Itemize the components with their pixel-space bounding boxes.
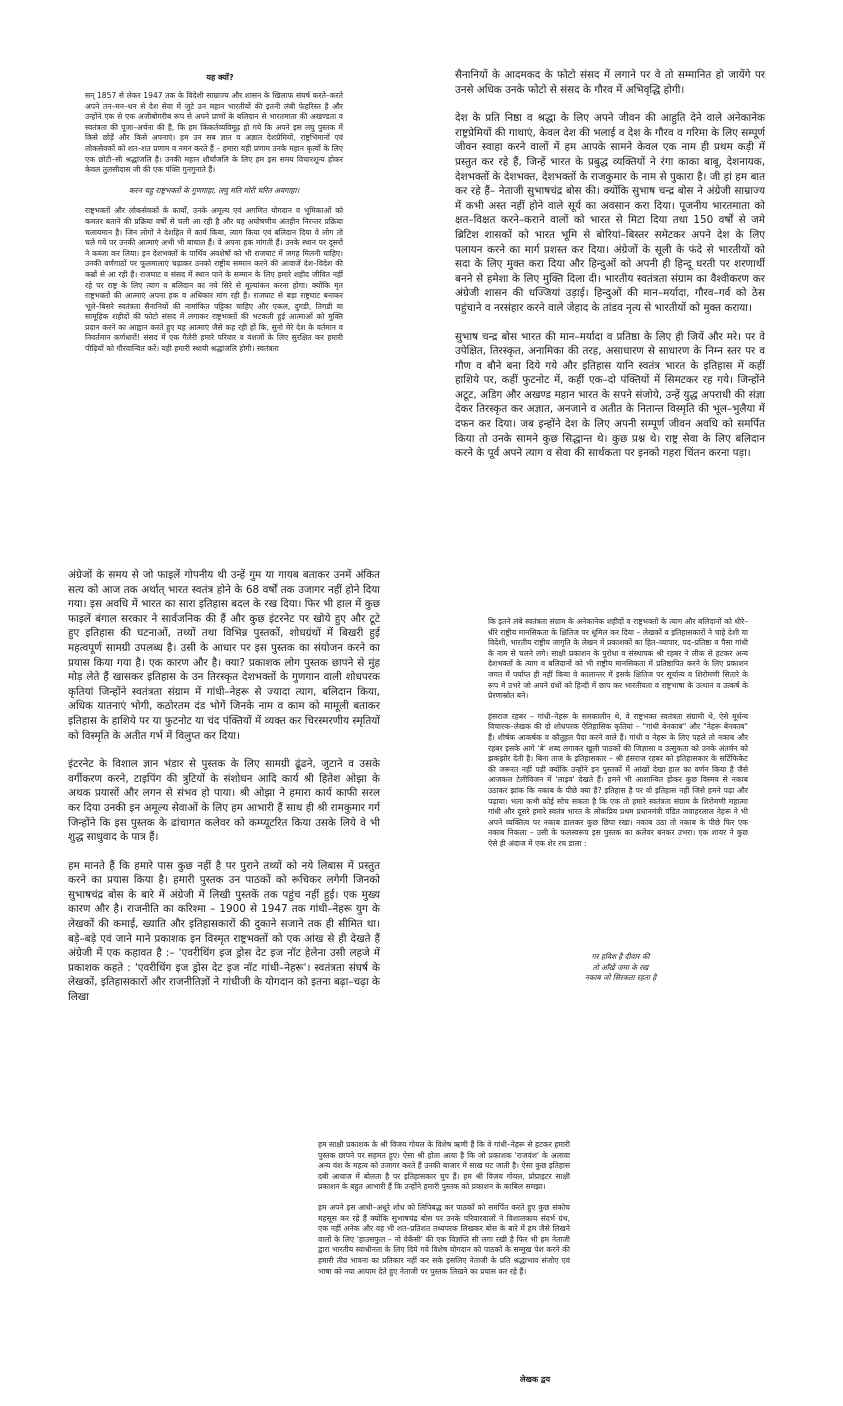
middle-right-paragraph-1: कि इतने लंबे स्वतंत्रता संग्राम के अनेकानेक शहीदों व राष्ट्रभक्तों के त्याग और बलिदानों को धीरे–धीरे राष्ट्रीय मानसिकता के क्षितिज पर धूमिल कर दिया – लेखकों व इतिहासकारों ने चाहे देशी या विदेशी, भारतीय राष्ट्रीय जागृति के लेखन में प्रकाशकों का हित–व्यापार, पद–प्रतिष्ठा व पैसा गांधी के नाम से चलने लगे। साक्षी प्रकाशन के पुरोधा व संस्थापक श्री रहबर ने लीक से हटकर अन्य देशभक्तों के त्याग व बलिदानों को भी राष्ट्रीय मानसिकता में प्रतिष्ठापित करने के लिए प्रकाशन जगत में पर्याप्त ही नहीं किया वे कालान्तर में इसके क्षितिज पर सूर्यान्य व शिरोमणी सितारे के रूप में उभरे जो अपने ग्रंथों को हिन्दी में छाप कर भारतीयता व राष्ट्रभाषा के उत्थान व उत्कर्ष के प्रेरणास्रोत बने। (488, 617, 748, 701)
tulsidas-quote: करन चहु राष्ट्रभक्तों के गुणगाहा, लघु मति मोरी चरित अवगाहा। (128, 185, 300, 195)
top-left-paragraph-1: सन् 1857 से लेकर 1947 तक के विदेशी साम्राज्य और शासन के खिलाफ संघर्ष करते–करते अपने तन–मन–धन से देश सेवा में जुटे उन महान भारतीयों की इतनी लंबी फेहरिस्त है और उन्होंने एक से एक अजीबोगरीब रूप से अपने प्राणों के बलिदान से भारतमाता की अखण्डता व स्वतंत्रता की पूजा–अर्चना की है, कि हम किंकर्तव्यविमूढ़ हो गये कि अपने इस लघु पुस्तक में किसे छोड़ें और किसे अपनाएं। हम उन सब ज्ञात व अज्ञात देशप्रेमियों, राष्ट्रभिमानों एवं लोकसेवकों को शत–शत प्रणाम व नमन करते हैं – हमारा यही प्रणाम उनके महान कृत्यों के लिए एक छोटी–सी श्रद्धांजलि है। उनकी महान शौर्यांजलि के लिए हम इस समय विचारशून्य होकर केवल तुलसीदास जी की एक पंक्ति गुनगुनाते हैं। (85, 91, 343, 175)
top-left-paragraph-2: राष्ट्रभक्तों और लोकसेवकों के कार्यों, उनके अमूल्य एवं अगणित योगदान व भूमिकाओं को कमतर बताने की प्रक्रिया वर्षों से चली आ रही है और यह अघोषणीय अंतहीन निरन्तर प्रक्रिया चलायमान है। जिन लोगों ने देशहित में कार्य किया, त्याग किया एवं बलिदान दिया वे लोग तो चले गये पर उनकी आत्माएं अभी भी बाचाल हैं। वे अपना हक मांगती हैं। उनके स्थान पर दूसरों ने कब्जा कर लिया। इन देशभक्तों के पार्थिव अवशेषों को भी राजघाट में जगह मिलनी चाहिए। उनकी वर्णगाठों पर फूलमालाएं चढ़ाकर उनको राष्ट्रीय सम्मान करने की आवाजें देश–विदेश की कब्रों से आ रही हैं। राजघाट व संसद में स्थान पाने के सम्मान के लिए हमारे शहीद जीवित नहीं रहे पर राष्ट्र के लिए त्याग व बलिदान का नये सिरे से मूल्यांकन करना होगा। क्योंकि मृत राष्ट्रभक्तों की आत्माएं अपना हक व अधिकार मांग रही हैं। राजघाट से बड़ा राष्ट्रघाट बनाकर भूले–बिसरे स्वतंत्रता सैनानियों की नामांकित पट्टिका चाहिए और एकल, दुगडी, तिगडी या सामूहिक शहीदों की फोटो संसद में लगाकर राष्ट्रभक्तों की भटकती हुई आत्माओं को मुक्ति प्रदान करने का आह्वान करते हुए यह आत्माएं जैसे कह रही हों कि, सुनो मेरे देश के वर्तमान व निवर्तमान कर्णधारों! संसद में एक गैलेरी हमारे परिवार व वंशजों के लिए सुरक्षित कर हमारी पीढ़ियों को गौरवान्वित करें। यही हमारी स्थायी श्रद्धांजलि होगी। स्वतंत्रता (85, 206, 343, 354)
shayari-verse (548, 952, 693, 984)
top-right-paragraph-2: देश के प्रति निष्ठा व श्रद्धा के लिए अपने जीवन की आहुति देने वाले अनेकानेक राष्ट्रप्रेमियों की गाथाएं, केवल देश की भलाई व देश के गौरव व गरिमा के लिए सम्पूर्ण जीवन स्वाहा करने वालों में हम आपके सामने केवल एक नाम ही प्रथम कड़ी में प्रस्तुत कर रहे हैं, जिन्हें भारत के प्रबुद्ध व्यक्तियों ने रंगा काका बाबू, देशनायक, देशभक्तों के देशभक्त, देशभक्तों के राजकुमार के नाम से पुकारा है। जी हां हम बात कर रहे हैं– नेताजी सुभाषचंद्र बोस की। क्योंकि सुभाष चन्द्र बोस ने अंग्रेजी साम्राज्य में कभी अस्त नहीं होने वाले सूर्य का अवसान करा दिया। पूजनीय भारतमाता को क्षत–विक्षत करने–कराने वालों को भारत से मिटा दिया तथा 150 वर्षों से जमे ब्रिटिश शासकों को भारत भूमि से बोरियां–बिस्तर समेटकर अपने देश के लिए पलायन करने का मार्ग प्रशस्त कर दिया। अंग्रेजों के सूली के फंदे से भारतीयों को सदा के लिए मुक्त करा दिया और हिन्दुओं को अपनी ही हिन्दू धरती पर शरणार्थी बनने से हमेशा के लिए मुक्ति दिला दी। भारतीय स्वतंत्रता संग्राम का वैश्वीकरण कर अंग्रेजी शासन की धज्जियां उड़ाई। हिन्दुओं की मान–मर्यादा, गौरव–गर्व को ठेस पहुंचाने व नरसंहार करने वाले जेहाद के तांडव नृत्य से भारतीयों को मुक्त कराया। (455, 112, 765, 314)
author-signoff: लेखक द्वय (520, 1375, 551, 1384)
top-right-paragraph-1: सैनानियों के आदमकद के फोटो संसद में लगाने पर वे तो सम्मानित हो जायेंगे पर उनसे अधिक उनके फोटो से संसद के गौरव में अभिवृद्धि होगी। (455, 69, 765, 96)
bottom-column (318, 1140, 570, 1287)
top-left-column (85, 91, 343, 365)
verse-line-1: गर हविश है दीवार की (591, 952, 650, 961)
middle-right-column (488, 617, 748, 859)
middle-left-paragraph-3: हम मानते हैं कि हमारे पास कुछ नहीं है पर पुराने तथ्यों को नये लिबास में प्रस्तुत करने का प्रयास किया है। हमारी पुस्तक उन पाठकों को रूचिकर लगेगी जिनको सुभाषचंद्र बोस के बारे में अंग्रेजी में लिखी पुस्तकें तक पहुंच नहीं हुई। एक मुख्य कारण और है। राजनीति का करिश्मा – 1900 से 1947 तक गांधी–नेहरू युग के लेखकों की कमाई, ख्याति और इतिहासकारों की दुकाने सजाने तक ही सीमित था। बड़े–बड़े एवं जाने माने प्रकाशक इन विस्मृत राष्ट्रभक्तों को एक आंख से ही देखते हैं अंग्रेजी में एक कहावत है :– 'एवरीथिंग इज ड्रोस देट इज नॉट हेलेना उसी लहजे में प्रकाशक कहते : 'एवरीथिंग इज ड्रोस देट इज नॉट गांधी–नेहरू'। स्वतंत्रता संघर्ष के लेखकों, इतिहासकारों और राजनीतिज्ञों ने गांधीजी के योगदान को इतना बढ़ा–चढ़ा के लिखा (68, 859, 380, 1004)
middle-left-paragraph-1: अंग्रेजों के समय से जो फाइलें गोपनीय थी उन्हें गुम या गायब बताकर उनमें अंकित सत्य को आज तक अर्थात् भारत स्वतंत्र होने के 68 वर्षों तक उजागर नहीं होने दिया गया। इस अवधि में भारत का सारा इतिहास बदल के रख दिया। फिर भी हाल में कुछ फाइलें बंगाल सरकार ने सार्वजनिक की हैं और कुछ इंटरनेट पर खोये हुए और टूटे हुए इतिहास की घटनाओं, तथ्यों तथा विभिन्न पुस्तकों, शोधग्रंथों में बिखरी हुई महत्वपूर्ण सामग्री उपलब्ध है। उसी के आधार पर इस पुस्तक का संयोजन करने का प्रयास किया गया है। एक कारण और है। क्या? प्रकाशक लोग पुस्तक छापने से मुंह मोड़ लेते हैं खासकर इतिहास के उन तिरस्कृत देशभक्तों के गुणगान वाली शोधपरक कृतियां जिन्होंने स्वतंत्रता संग्राम में गांधी–नेहरू से ज्यादा त्याग, बलिदान किया, अधिक यातनाएं भोगी, कठोरतम दंड भोगें जिनके नाम व काम को मामूली बताकर इतिहास के हाशिये पर या फुटनोट या चंद पंक्तियों में व्यक्त कर चिरस्मरणीय स्मृतियों को विस्मृति के अतीत गर्भ में विलुप्त कर दिया। (68, 569, 380, 742)
middle-left-column (68, 568, 380, 1015)
bottom-paragraph-1: हम साक्षी प्रकाशक के श्री विजय गोयल के विशेष ऋणी हैं कि वे गांधी–नेहरू से हटकर हमारी पुस्तक छापने पर सहमत हुए। ऐसा श्री होता आया है कि जो प्रकाशक 'राजवंश' के अलावा अन्य वंश के महत्व को उजागर करते हैं उनकी बाजार में साख घट जाती है। ऐसा कुछ इतिहास दबी आवाज में बोलता है पर इतिहासकार चुप हैं। हम श्री विजय गोयल, प्रोप्राइटर साक्षी प्रकाशन के बहुत आभारी हैं कि उन्होंने हमारी पुस्तक को प्रकाशन के काबिल समझा। (318, 1140, 570, 1192)
page-title: यह क्यों? (206, 73, 234, 82)
top-right-paragraph-3: सुभाष चन्द्र बोस भारत की मान–मर्यादा व प्रतिष्ठा के लिए ही जियें और मरे। पर वे उपेक्षित, तिरस्कृत, अनामिका की तरह, असाधारण से साधारण के निम्न स्तर पर व गौण व बौने बना दिये गये और इतिहास यानि स्वतंत्र भारत के इतिहास में कहीं हाशिये पर, कहीं फुटनोट में, कहीं एक–दो पंक्तियों में सिमटकर रह गये। जिन्होंने अटूट, अडिग और अखण्ड महान भारत के सपने संजोये, उन्हें युद्ध अपराधी की संज्ञा देकर तिरस्कृत कर अज्ञात, अनजाने व अतीत के नितान्त विस्मृति की भूल–भुलैया में दफन कर दिया। जब इन्होंने देश के लिए अपनी सम्पूर्ण जीवन अवधि को समर्पित किया तो उनके सामने कुछ सिद्धान्त थे। कुछ प्रश्न थे। राष्ट्र सेवा के लिए बलिदान करने के पूर्व अपने त्याग व सेवा की सार्थकता पर इनको गहरा चिंतन करना पड़ा। (455, 330, 765, 460)
verse-line-2: तो आँखें जमा के रख (592, 962, 649, 972)
bottom-paragraph-2: हम अपने इस आधी–अधूरे शोध को लिपिबद्ध कर पाठकों को समर्पित करते हुए कुछ संकोच महसूस कर रहे हैं क्योंकि सुभाषचंद्र बोस पर उनके परिवारवालों ने विशालकाय संदर्भ ग्रंथ, एक नहीं अनेक और वह भी शत–प्रतिशत तथ्यपरक लिखकर बोस के बारे में हम जैसे लिखने वालों के लिए 'हाउसफुल – नो वेकेंसी' की एक विज्ञप्ति सी लगा रखी है फिर भी हम नेताजी द्वारा भारतीय स्वाधीनता के लिए दिये गये विशेष योगदान को पाठकों के सम्मुख पेश करने की हमारी तीव्र भावना का प्रतिकार नहीं कर सके इसलिए नेताजी के प्रति श्रद्धाभाव संजोए एवं भाषा को नया आयाम देते हुए नेताजी पर पुस्तक लिखने का प्रयास कर रहे हैं। (318, 1202, 570, 1276)
middle-right-paragraph-2: हंसराज रहबर – गांधी–नेहरू के समकालीन थे, वे राष्ट्रभक्त स्वतंत्रता संग्रामी थे, ऐसे मूर्धन्य विचारक–लेखक की दो शोधपरक ऐतिहासिक कृतियां – "गांधी बेनकाब" और "नेहरू बेनकाब" हैं। शीर्षक आकर्षक व कौतूहल पैदा करने वाले हैं। गांधी व नेहरू के लिए पहले तो नकाब और रहबर इसके आगे 'बे' शब्द लगाकर खुली पाठकों की जिज्ञासा व उत्सुकता को उनके अंतर्मन को झकझोर देती है। बिना ताज के इतिहासकार – श्री हंसराज रहबर को इतिहासकार के सर्टिफिकेट की जरूरत नहीं पड़ी क्योंकि उन्होंने इन पुस्तकों में आंखों देखा हाल का वर्णन किया है जैसे आजकल टेलीविजन में 'लाइव' देखते हैं। हमने भी आशान्वित होकर कुछ विस्मय से नकाब उठाकर झांक कि नकाब के पीछे क्या है? इतिहास है पर वो इतिहास नहीं जिसे हमने पढ़ा और पढ़ाया। भला कभी कोई सोच सकता है कि एक तो हमारे स्वतंत्रता संग्राम के शिरोमणी महात्मा गांधी और दूसरे हमारे स्वतंत्र भारत के लोकप्रिय प्रथम प्रधानमंत्री पंडित जवाहरलाल नेहरू ने भी अपने व्यक्तित्व पर नकाब डालकर कुछ छिपा रखा। नकाब उठा तो नकाब के पीछे फिर एक नकाब निकला – उसी के फलस्वरूप इस पुस्तक का कलेवर बनकर उभरा। एक शायर ने कुछ ऐसे ही अंदाज में एक शेर रच डाला : (488, 711, 748, 848)
middle-left-paragraph-2: इंटरनेट के विशाल ज्ञान भंडार से पुस्तक के लिए सामग्री ढूंढने, जुटाने व उसके वर्गीकरण करने, टाइपिंग की त्रुटियों के संशोधन आदि कार्य श्री हितेश ओझा के अथक प्रयासों और लगन से संभव हो पाया। श्री ओझा ने हमारा कार्य काफी सरल कर दिया उनकी इन अमूल्य सेवाओं के लिए हम आभारी हैं साथ ही श्री रामकुमार गर्ग जिन्होंने कि इस पुस्तक के ढांचागत कलेवर को कम्प्यूटरित किया उसके लिये वे भी शुद्ध साधुवाद के पात्र हैं। (68, 758, 380, 844)
verse-line-3: नकाब जो सिरकता रहता है (584, 973, 657, 982)
top-right-column (455, 68, 765, 471)
